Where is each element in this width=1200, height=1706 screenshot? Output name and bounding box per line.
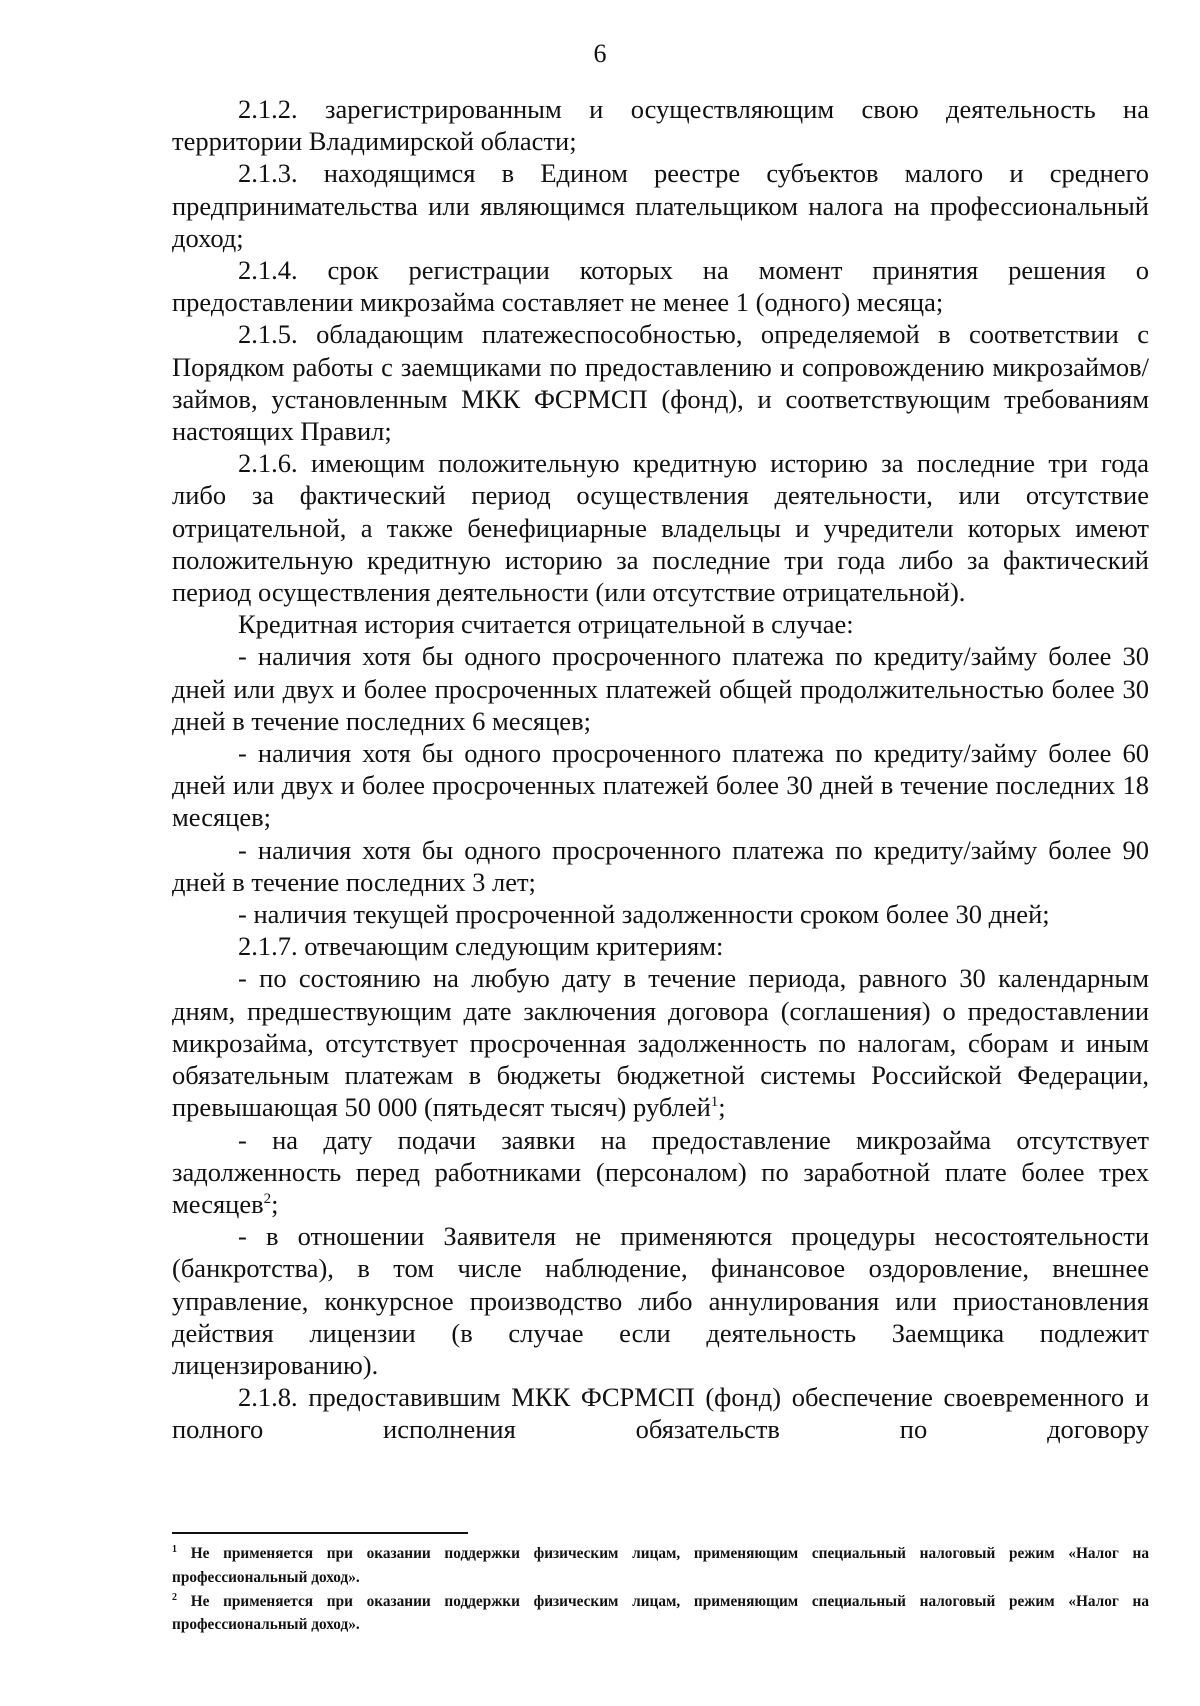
paragraph-criterion-bankruptcy: - в отношении Заявителя не применяются процедуры несостоятельности (банкротства), в том числе наблюдение, финансовое оздоровление, внешнее управление, конкурсное производство либо аннулирования или приостановления действия лицензии (в случае если деятельность Заемщика подлежит лицензированию). — [172, 1221, 1149, 1380]
paragraph-criterion-wage-debt — [172, 1124, 1149, 1221]
paragraph-credit-condition-4: - наличия текущей просроченной задолженности сроком более 30 дней; — [238, 899, 1050, 930]
paragraph-criterion-tax-debt — [172, 962, 1149, 1123]
paragraph-2-1-4: 2.1.4. срок регистрации которых на момент принятия решения о предоставлении микрозайма составляет не менее 1 (одного) месяца; — [172, 255, 1149, 318]
paragraph-2-1-6: 2.1.6. имеющим положительную кредитную историю за последние три года либо за фактический период осуществления деятельности, или отсутствие отрицательной, а также бенефициарные владельцы и учредители которых имеют положительную кредитную историю за последние три года либо за фактический период осуществления деятельности (или отсутствие отрицательной). — [172, 448, 1149, 608]
paragraph-2-1-7: 2.1.7. отвечающим следующим критериям: — [238, 931, 724, 962]
paragraph-criterion-tax-debt-text: - по состоянию на любую дату в течение периода, равного 30 календарным дням, предшествующим дате заключения договора (соглашения) о предоставлении микрозайма, отсутствует просроченная задолженность по налогам, сборам и иным обязательным платежам в бюджеты бюджетной системы Российской Федерации, превышающая 50 000 (пятьдесят тысяч) рублей — [172, 963, 1149, 1123]
footnote-mark-1: 1 — [172, 1544, 177, 1555]
footnote-2 — [172, 1590, 1149, 1638]
page-number: 6 — [593, 39, 607, 68]
paragraph-credit-history-intro: Кредитная история считается отрицательной в случае: — [238, 609, 854, 640]
footnote-1-text: Не применяется при оказании поддержки физическим лицам, применяющим специальный налоговый режим «Налог на профессиональный доход». — [172, 1545, 1149, 1586]
footnote-ref-2: 2 — [263, 1190, 272, 1207]
paragraph-credit-condition-3: - наличия хотя бы одного просроченного платежа по кредиту/займу более 90 дней в течение последних 3 лет; — [172, 834, 1149, 897]
document-body — [172, 93, 1149, 1446]
paragraph-credit-condition-2: - наличия хотя бы одного просроченного платежа по кредиту/займу более 60 дней или двух и более просроченных платежей более 30 дней в течение последних 18 месяцев; — [172, 738, 1149, 833]
footnote-1 — [172, 1542, 1149, 1590]
paragraph-2-1-8: 2.1.8. предоставившим МКК ФСРМСП (фонд) обеспечение своевременного и полного исполнения обязательств по договору — [172, 1382, 1149, 1445]
paragraph-2-1-5: 2.1.5. обладающим платежеспособностью, определяемой в соответствии с Порядком работы с заемщиками по предоставлению и сопровождению микрозаймов/займов, установленным МКК ФСРМСП (фонд), и соответствующим требованиям настоящих Правил; — [172, 319, 1149, 447]
footnote-separator — [172, 1532, 468, 1534]
footnote-ref-1: 1 — [710, 1094, 719, 1111]
footnote-2-text: Не применяется при оказании поддержки физическим лицам, применяющим специальный налоговый режим «Налог на профессиональный доход». — [172, 1592, 1149, 1634]
paragraph-credit-condition-1: - наличия хотя бы одного просроченного платежа по кредиту/займу более 30 дней или двух и более просроченных платежей общей продолжительностью более 30 дней в течение последних 6 месяцев; — [172, 641, 1149, 736]
paragraph-2-1-3: 2.1.3. находящимся в Едином реестре субъектов малого и среднего предпринимательства или являющимся плательщиком налога на профессиональный доход; — [172, 158, 1149, 253]
paragraph-criterion-wage-debt-tail: ; — [271, 1188, 279, 1219]
paragraph-criterion-wage-debt-text: - на дату подачи заявки на предоставление микрозайма отсутствует задолженность перед работниками (персоналом) по заработной плате более трех месяцев — [172, 1124, 1149, 1219]
paragraph-2-1-2: 2.1.2. зарегистрированным и осуществляющим свою деятельность на территории Владимирской области; — [172, 94, 1149, 157]
paragraph-criterion-tax-debt-tail: ; — [718, 1092, 726, 1123]
footnotes — [172, 1542, 1149, 1637]
footnote-mark-2: 2 — [172, 1591, 177, 1603]
